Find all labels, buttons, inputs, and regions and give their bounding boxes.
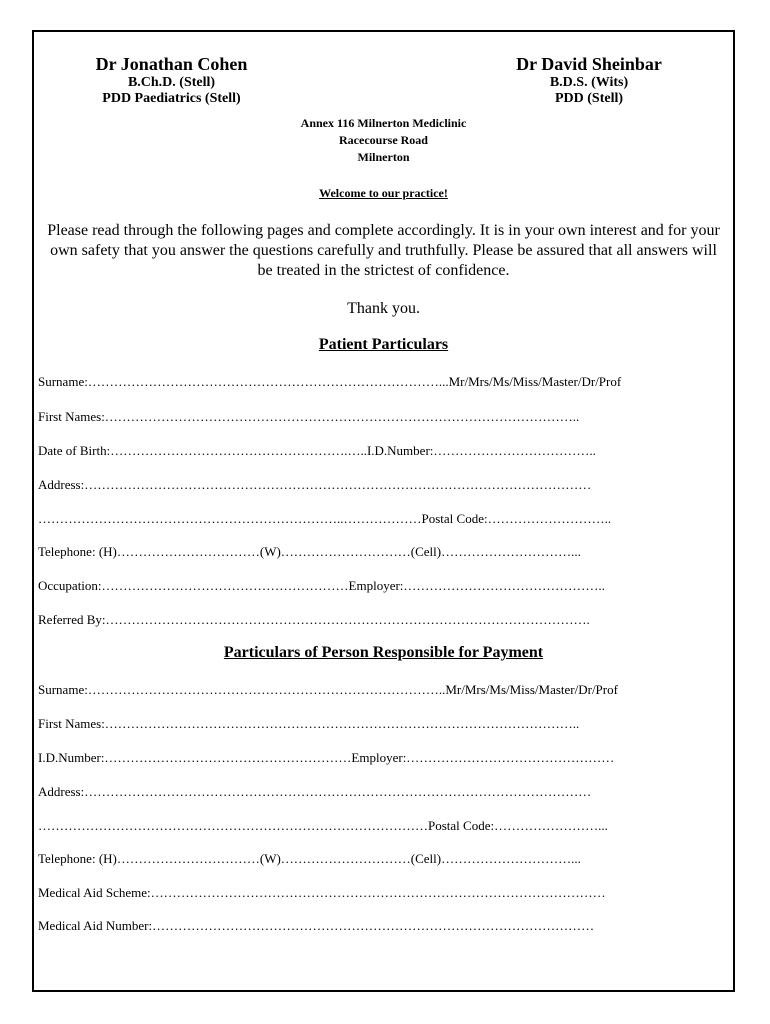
payer-medical-aid-number-field[interactable]: Medical Aid Number:………………………………………………………………………………………… bbox=[38, 918, 595, 933]
practice-address-line-3: Milnerton bbox=[357, 150, 410, 164]
form-page bbox=[32, 30, 735, 992]
practice-address-line-1: Annex 116 Milnerton Mediclinic bbox=[300, 116, 467, 130]
patient-referred-by-field[interactable]: Referred By:…………………………………………………………………………………………………. bbox=[38, 612, 590, 627]
right-doctor-name: Dr David Sheinbar bbox=[516, 54, 662, 74]
patient-postal-code-field[interactable]: ……………………………………………………………..………………Postal Code:……………………….. bbox=[38, 511, 612, 526]
patient-telephone-field[interactable]: Telephone: (H)……………………………(W)…………………………(Cell)…………………………... bbox=[38, 544, 581, 559]
payer-postal-code-field[interactable]: ………………………………………………………………………………Postal Code:……………………... bbox=[38, 818, 608, 833]
payer-telephone-field[interactable]: Telephone: (H)……………………………(W)…………………………(Cell)…………………………... bbox=[38, 851, 581, 866]
patient-address-field[interactable]: Address:……………………………………………………………………………………………………… bbox=[38, 477, 592, 492]
thank-you-text: Thank you. bbox=[347, 300, 420, 317]
welcome-heading: Welcome to our practice! bbox=[319, 186, 448, 200]
payer-first-names-field[interactable]: First Names:……………………………………………………………………………………………….. bbox=[38, 716, 580, 731]
practice-address-line-2: Racecourse Road bbox=[339, 133, 428, 147]
patient-dob-id-field[interactable]: Date of Birth:……………………………………………….…..I.D.Number:……………………………….. bbox=[38, 443, 596, 458]
right-doctor-qualification-2: PDD (Stell) bbox=[554, 91, 624, 106]
intro-paragraph: Please read through the following pages and complete accordingly. It is in your own interest and for your own safety that you answer the questions carefully and truthfully. Please be assured that all answers will be treated in the strictest of confidence. bbox=[47, 222, 720, 279]
payer-surname-field[interactable]: Surname:………………………………………………………………………..Mr/Mrs/Ms/Miss/Master/Dr/Prof bbox=[38, 682, 618, 697]
left-doctor-block bbox=[54, 54, 289, 107]
payer-medical-aid-scheme-field[interactable]: Medical Aid Scheme:…………………………………………………………………………………………… bbox=[38, 885, 606, 900]
patient-first-names-field[interactable]: First Names:……………………………………………………………………………………………….. bbox=[38, 409, 580, 424]
right-doctor-block bbox=[494, 54, 684, 107]
payer-address-field[interactable]: Address:……………………………………………………………………………………………………… bbox=[38, 784, 592, 799]
patient-particulars-heading: Patient Particulars bbox=[318, 336, 449, 353]
patient-surname-field[interactable]: Surname:………………………………………………………………………...Mr/Mrs/Ms/Miss/Master/Dr/Prof bbox=[38, 374, 622, 389]
left-doctor-qualification-1: B.Ch.D. (Stell) bbox=[127, 75, 216, 90]
patient-occupation-field[interactable]: Occupation:…………………………………………………Employer:……………………………………….. bbox=[38, 578, 605, 593]
payer-id-employer-field[interactable]: I.D.Number:…………………………………………………Employer:………………………………………… bbox=[38, 750, 615, 765]
left-doctor-name: Dr Jonathan Cohen bbox=[95, 54, 248, 74]
payment-particulars-heading: Particulars of Person Responsible for Payment bbox=[223, 644, 544, 661]
left-doctor-qualification-2: PDD Paediatrics (Stell) bbox=[102, 91, 241, 106]
right-doctor-qualification-1: B.D.S. (Wits) bbox=[549, 75, 629, 90]
